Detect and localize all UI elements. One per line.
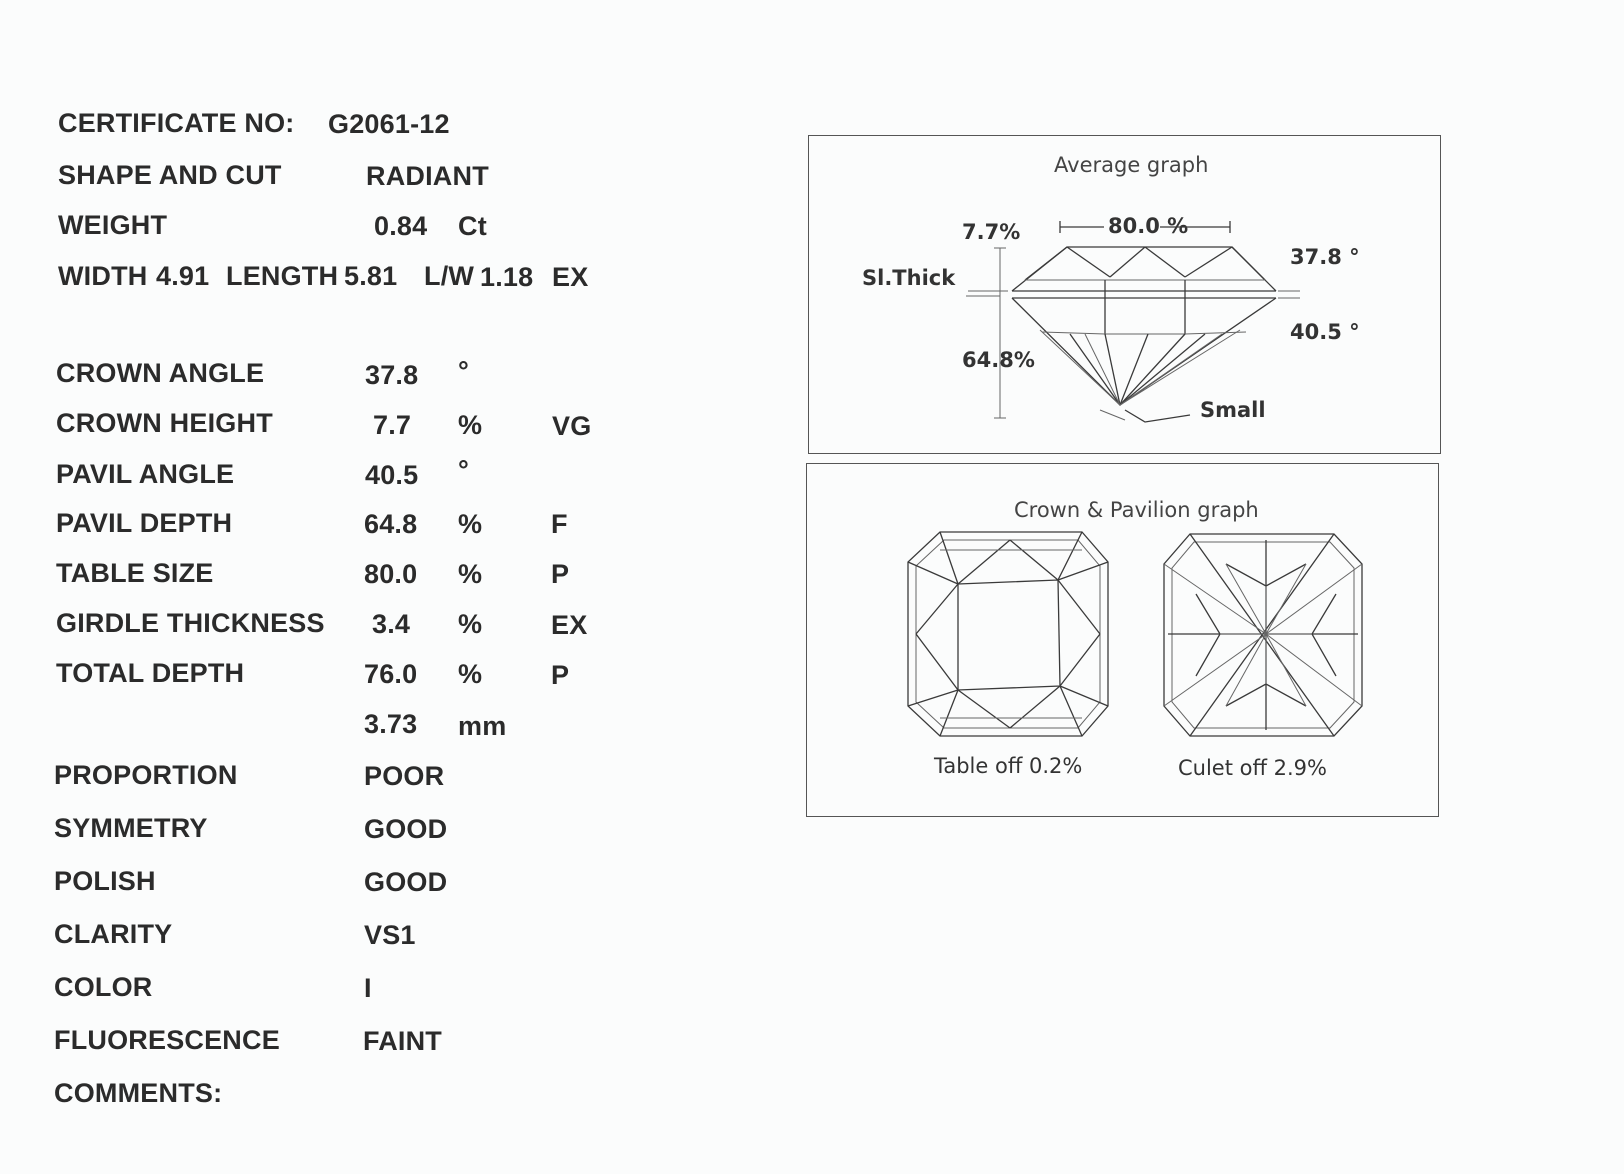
grading-value: FAINT — [363, 1026, 442, 1056]
grading-label: PROPORTION — [54, 760, 238, 790]
grading-value: GOOD — [364, 814, 448, 844]
measurement-grade: P — [551, 660, 570, 690]
grading-value: I — [364, 973, 372, 1003]
measurement-grade: F — [551, 509, 568, 539]
measurement-value: 3.73 — [364, 709, 418, 739]
weight-value: 0.84 — [374, 211, 428, 241]
measurement-value: 76.0 — [364, 659, 418, 689]
measurement-unit: % — [458, 659, 483, 689]
shape-label: SHAPE AND CUT — [58, 160, 282, 190]
lw-grade: EX — [552, 262, 589, 292]
measurement-unit: mm — [458, 711, 507, 741]
grading-value: GOOD — [364, 867, 448, 897]
measurement-label: TABLE SIZE — [56, 558, 214, 588]
grading-label: POLISH — [54, 866, 156, 896]
grading-label: FLUORESCENCE — [54, 1025, 280, 1055]
culet-label: Small — [1200, 398, 1266, 422]
pavilion-depth-label: 64.8% — [962, 348, 1035, 372]
measurement-unit: % — [458, 410, 483, 440]
measurement-value: 7.7 — [373, 410, 412, 440]
measurement-value: 64.8 — [364, 509, 418, 539]
grading-value: POOR — [364, 761, 445, 791]
measurement-label: PAVIL ANGLE — [56, 459, 235, 489]
measurement-unit: % — [458, 559, 483, 589]
length-value: 5.81 — [344, 261, 398, 291]
length-label: LENGTH — [226, 261, 339, 291]
pavilion-angle-label: 40.5 ° — [1290, 320, 1360, 344]
width-value: 4.91 — [156, 261, 210, 291]
measurement-value: 40.5 — [365, 460, 419, 490]
measurement-unit: % — [458, 609, 483, 639]
weight-unit: Ct — [458, 211, 487, 241]
measurement-unit: ° — [458, 356, 469, 386]
average-graph-title: Average graph — [1054, 153, 1209, 177]
measurement-label: CROWN HEIGHT — [56, 408, 273, 438]
measurement-unit: ° — [458, 455, 469, 485]
grading-label: CLARITY — [54, 919, 173, 949]
measurement-grade: P — [551, 559, 570, 589]
measurement-unit: % — [458, 509, 483, 539]
measurement-label: GIRDLE THICKNESS — [56, 608, 325, 638]
grading-label: SYMMETRY — [54, 813, 208, 843]
measurement-label: TOTAL DEPTH — [56, 658, 245, 688]
table-size-label: 80.0 % — [1108, 214, 1189, 238]
crown-angle-label: 37.8 ° — [1290, 245, 1360, 269]
measurement-grade: EX — [551, 610, 588, 640]
grading-label: COMMENTS: — [54, 1078, 223, 1108]
girdle-label: Sl.Thick — [862, 266, 956, 290]
lw-value: 1.18 — [480, 262, 534, 292]
table-off-label: Table off 0.2% — [934, 754, 1083, 778]
crown-pavilion-graph-title: Crown & Pavilion graph — [1014, 498, 1259, 522]
certificate-number: G2061-12 — [328, 109, 450, 139]
grading-label: COLOR — [54, 972, 153, 1002]
measurement-value: 80.0 — [364, 559, 418, 589]
lw-label: L/W — [424, 261, 475, 291]
measurement-value: 37.8 — [365, 360, 419, 390]
measurement-label: PAVIL DEPTH — [56, 508, 233, 538]
shape-value: RADIANT — [366, 161, 489, 191]
culet-off-label: Culet off 2.9% — [1178, 756, 1327, 780]
width-label: WIDTH — [58, 261, 148, 291]
weight-label: WEIGHT — [58, 210, 168, 240]
crown-height-label: 7.7% — [962, 220, 1021, 244]
measurement-grade: VG — [552, 411, 592, 441]
certificate-label: CERTIFICATE NO: — [58, 108, 295, 138]
grading-value: VS1 — [364, 920, 416, 950]
measurement-label: CROWN ANGLE — [56, 358, 265, 388]
measurement-value: 3.4 — [372, 609, 411, 639]
